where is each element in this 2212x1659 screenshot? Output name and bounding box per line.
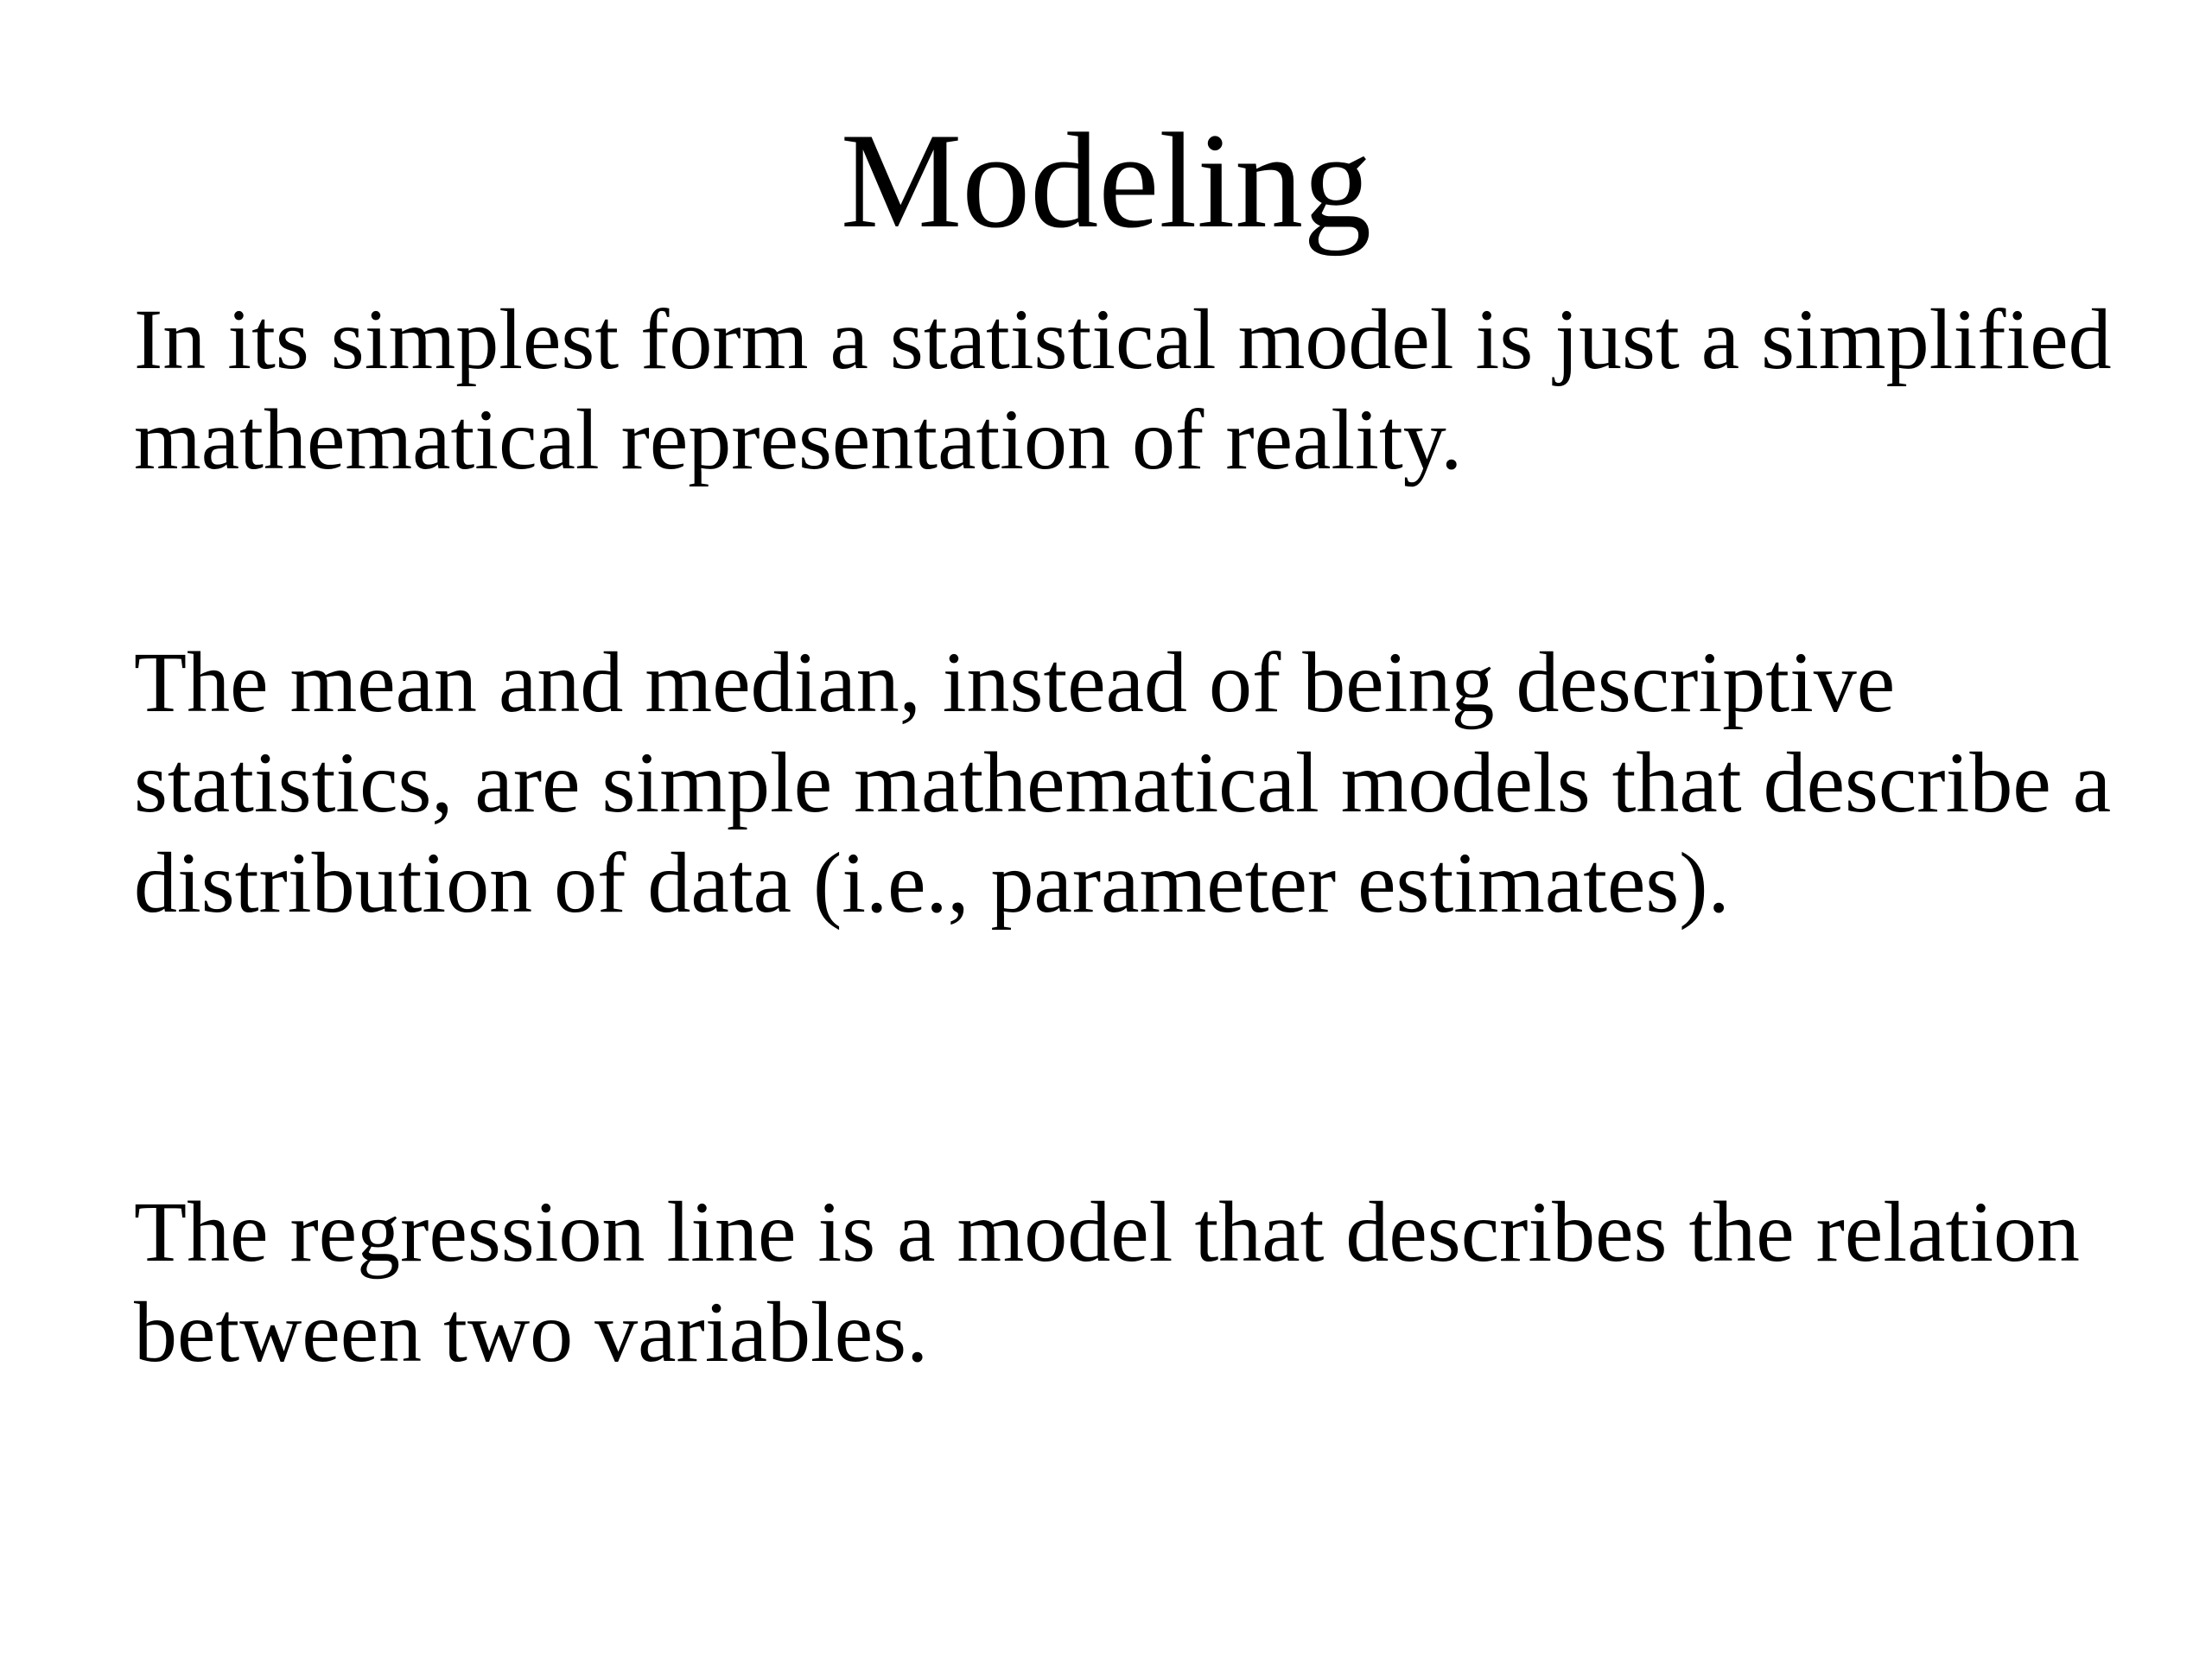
slide-title: Modeling — [840, 105, 1372, 257]
paragraph-mean-median: The mean and median, instead of being descriptive statistics, are simple mathematical models that describe a distribution of data (i.e., parameter estimates). — [134, 634, 2112, 931]
paragraph-regression-line: The regression line is a model that describes the relation between two variables. — [134, 1184, 2081, 1380]
paragraph-statistical-model: In its simplest form a statistical model is just a simplified mathematical representation of reality. — [134, 291, 2112, 487]
